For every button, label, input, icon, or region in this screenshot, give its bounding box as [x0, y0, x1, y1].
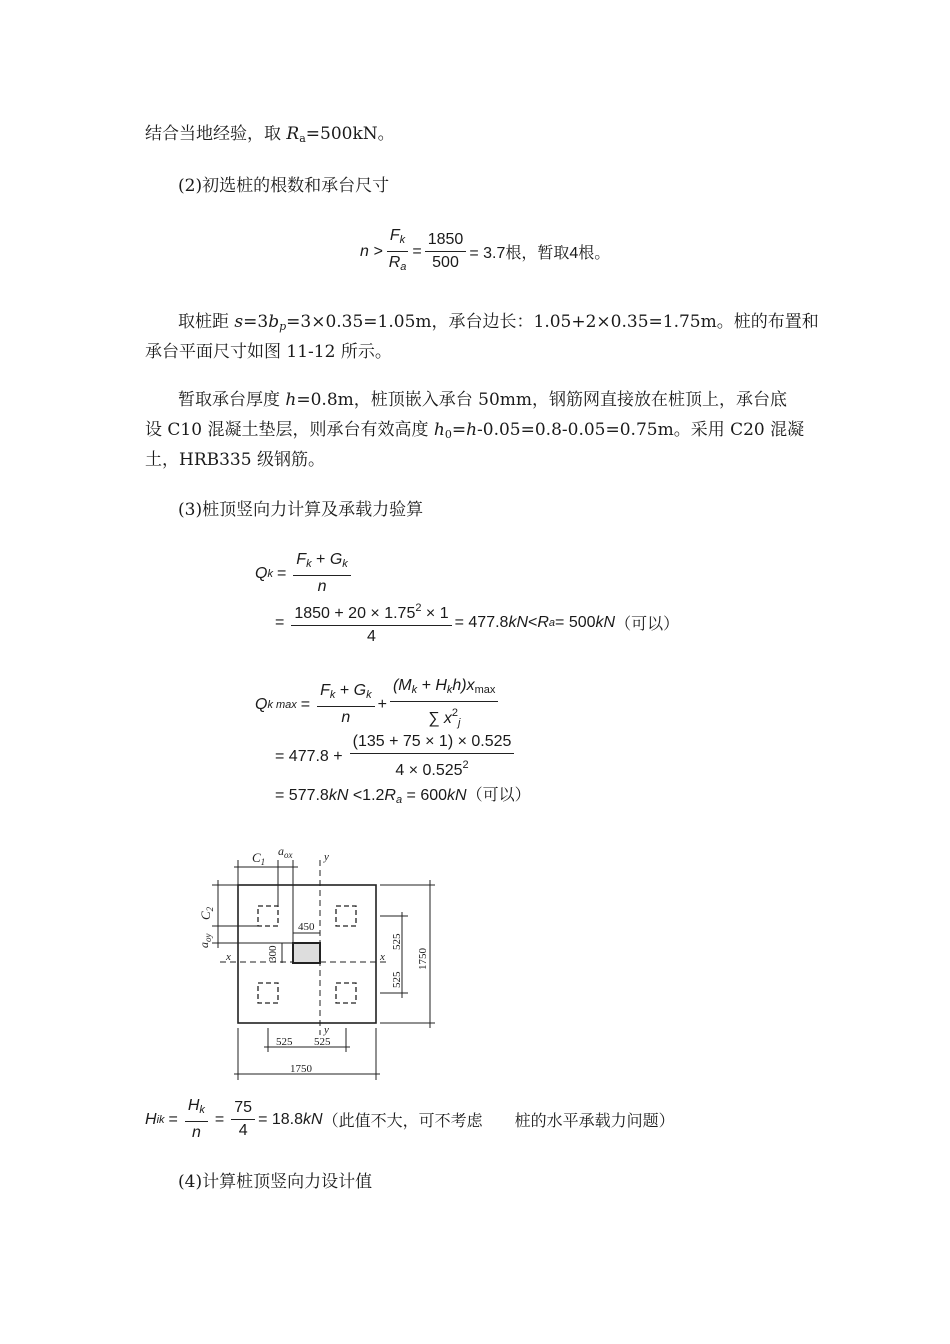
text: n > [360, 242, 383, 260]
text: h [285, 390, 297, 410]
text: kN [508, 613, 528, 631]
text: a [548, 616, 556, 629]
text: = 500 [555, 613, 596, 631]
text: = [275, 613, 285, 631]
text: s [234, 312, 244, 332]
text: 0 [444, 428, 452, 441]
text: = 600 [402, 787, 448, 804]
text: kN [595, 613, 616, 631]
text: = 477.8 + [275, 747, 343, 765]
text: n [317, 578, 327, 595]
paragraph-cap-line2 [145, 416, 804, 449]
text: kN [303, 1110, 323, 1128]
fraction [390, 676, 498, 733]
text: k [267, 567, 273, 580]
text: 结合当地经验，取 [145, 124, 287, 144]
fraction [350, 732, 515, 781]
equation-qkmax-line3 [275, 782, 531, 806]
text: = [451, 420, 467, 440]
equation-qk-line2 [275, 598, 679, 647]
text: H [187, 1097, 200, 1114]
text: k [399, 234, 406, 246]
text: + [377, 695, 387, 713]
pile-bottom-right [336, 983, 356, 1003]
text: max [474, 684, 496, 696]
paragraph-cap-line3: 土，HRB335 级钢筋。 [145, 450, 325, 470]
text: n [191, 1124, 201, 1141]
text: h [466, 420, 478, 440]
text: k [306, 558, 312, 570]
equation-qkmax-line1 [255, 676, 501, 733]
equation-pile-count [360, 226, 610, 277]
label-col-300: 300 [267, 945, 279, 962]
text: R [286, 124, 300, 144]
label-bottom-525-right: 525 [314, 1036, 331, 1048]
text: H [145, 1110, 157, 1128]
text: a [400, 261, 407, 273]
fraction [425, 230, 467, 273]
text: Q [255, 564, 268, 582]
paragraph-spacing-line2: 承台平面尺寸如图 11-12 所示。 [145, 342, 392, 362]
fraction [185, 1096, 208, 1143]
section-heading-4: (4)计算桩顶竖向力设计值 [178, 1172, 373, 1192]
text: 暂取承台厚度 [178, 390, 286, 410]
label-x-right: x [380, 951, 385, 963]
label-x-left: x [226, 951, 231, 963]
label-right-1750: 1750 [417, 948, 429, 970]
text: k [342, 558, 348, 570]
fraction [386, 226, 410, 277]
text: 取桩距 [178, 312, 235, 332]
text: 2 [451, 707, 458, 719]
pile-bottom-left [258, 983, 278, 1003]
fraction [317, 681, 374, 728]
text: 500 [432, 254, 459, 271]
pile-top-left [258, 906, 278, 926]
text: k [366, 689, 372, 701]
equation-qk-line1 [255, 550, 354, 597]
text: = 18.8 [258, 1110, 303, 1128]
text: = [214, 1110, 225, 1128]
text: + H [417, 677, 447, 694]
text: Q [255, 695, 268, 713]
text: + [311, 551, 330, 568]
text: G [329, 551, 343, 568]
text: （可以） [615, 616, 680, 633]
paragraph-experience [145, 120, 395, 153]
text: 2 [462, 759, 469, 771]
text: kN [328, 787, 349, 804]
text: h)x [452, 677, 475, 694]
label-aoy: $a_{oy}$ [197, 933, 213, 948]
text: R [388, 254, 401, 271]
text: R [537, 613, 549, 631]
text: = 3.7根，暂取4根。 [469, 245, 611, 262]
label-right-525-bottom: 525 [391, 971, 403, 988]
text: k [199, 1104, 205, 1116]
text: a [299, 132, 306, 145]
equation-horizontal-force [145, 1096, 675, 1143]
text: = [412, 242, 422, 260]
text: k [446, 684, 453, 696]
label-c2: $C_2$ [198, 906, 215, 920]
text: -0.05=0.8-0.05=0.75m。采用 C20 混凝 [477, 420, 805, 440]
text: =0.8m，桩顶嵌入承台 50mm，钢筋网直接放在桩顶上，承台底 [296, 390, 788, 410]
text: k max [267, 698, 297, 711]
text: 4 × 0.525 [395, 762, 463, 779]
text: R [384, 787, 396, 804]
text: 设 C10 混凝土垫层，则承台有效高度 [145, 420, 434, 440]
text: =500kN。 [305, 124, 395, 144]
text: ik [156, 1113, 165, 1126]
text: (M [392, 677, 412, 694]
label-y-bottom: y [324, 1024, 329, 1036]
text: <1.2 [348, 787, 385, 804]
text: (135 + 75 × 1) × 0.525 [350, 732, 515, 754]
column [293, 943, 320, 963]
label-bottom-525-left: 525 [276, 1036, 293, 1048]
text: p [279, 320, 287, 333]
paragraph-cap-line1 [178, 386, 787, 414]
text: 75 [231, 1098, 255, 1120]
text: = 577.8 [275, 787, 329, 804]
text: j [457, 717, 461, 729]
label-bottom-1750: 1750 [290, 1063, 312, 1075]
text: =3 [243, 312, 269, 332]
pile-cap-plan-figure [190, 840, 450, 1085]
text: F [389, 227, 400, 244]
section-heading-2: (2)初选桩的根数和承台尺寸 [178, 176, 390, 196]
text: ∑ x [427, 710, 452, 727]
paragraph-spacing-line1 [178, 308, 819, 341]
text: k [411, 684, 418, 696]
fraction [293, 550, 350, 597]
text: = [276, 564, 287, 582]
text: n [341, 709, 351, 726]
text: 2 [415, 602, 422, 614]
text: （可以） [466, 787, 531, 804]
label-right-525-top: 525 [391, 933, 403, 950]
label-aox: $a_{ox}$ [278, 844, 293, 860]
section-heading-3: (3)桩顶竖向力计算及承载力验算 [178, 500, 424, 520]
text: （此值不大，可不考虑 桩的水平承载力问题） [322, 1113, 675, 1130]
text: h [433, 420, 445, 440]
text: = [168, 1110, 178, 1128]
text: 1850 [425, 230, 467, 252]
text: × 1 [421, 605, 449, 622]
text: 4 [367, 628, 376, 645]
label-c1: $C_1$ [252, 850, 266, 867]
text: 1850 + 20 × 1.75 [294, 605, 416, 622]
text: kN [447, 787, 467, 804]
text: + [335, 682, 354, 699]
text: < [528, 613, 538, 631]
text: F [296, 551, 307, 568]
text: = 477.8 [454, 613, 509, 631]
text: = [300, 695, 311, 713]
label-col-450: 450 [298, 921, 315, 933]
equation-qkmax-line2 [275, 732, 517, 781]
fraction [291, 598, 451, 647]
label-y-top: y [324, 851, 329, 863]
text: a [395, 794, 403, 806]
text: 4 [238, 1122, 248, 1139]
text: F [320, 682, 330, 699]
text: =3×0.35=1.05m，承台边长：1.05+2×0.35=1.75m。桩的布置和 [286, 312, 819, 332]
fraction [231, 1098, 255, 1141]
text: G [353, 682, 367, 699]
text: k [329, 689, 336, 701]
pile-top-right [336, 906, 356, 926]
text: b [268, 312, 280, 332]
